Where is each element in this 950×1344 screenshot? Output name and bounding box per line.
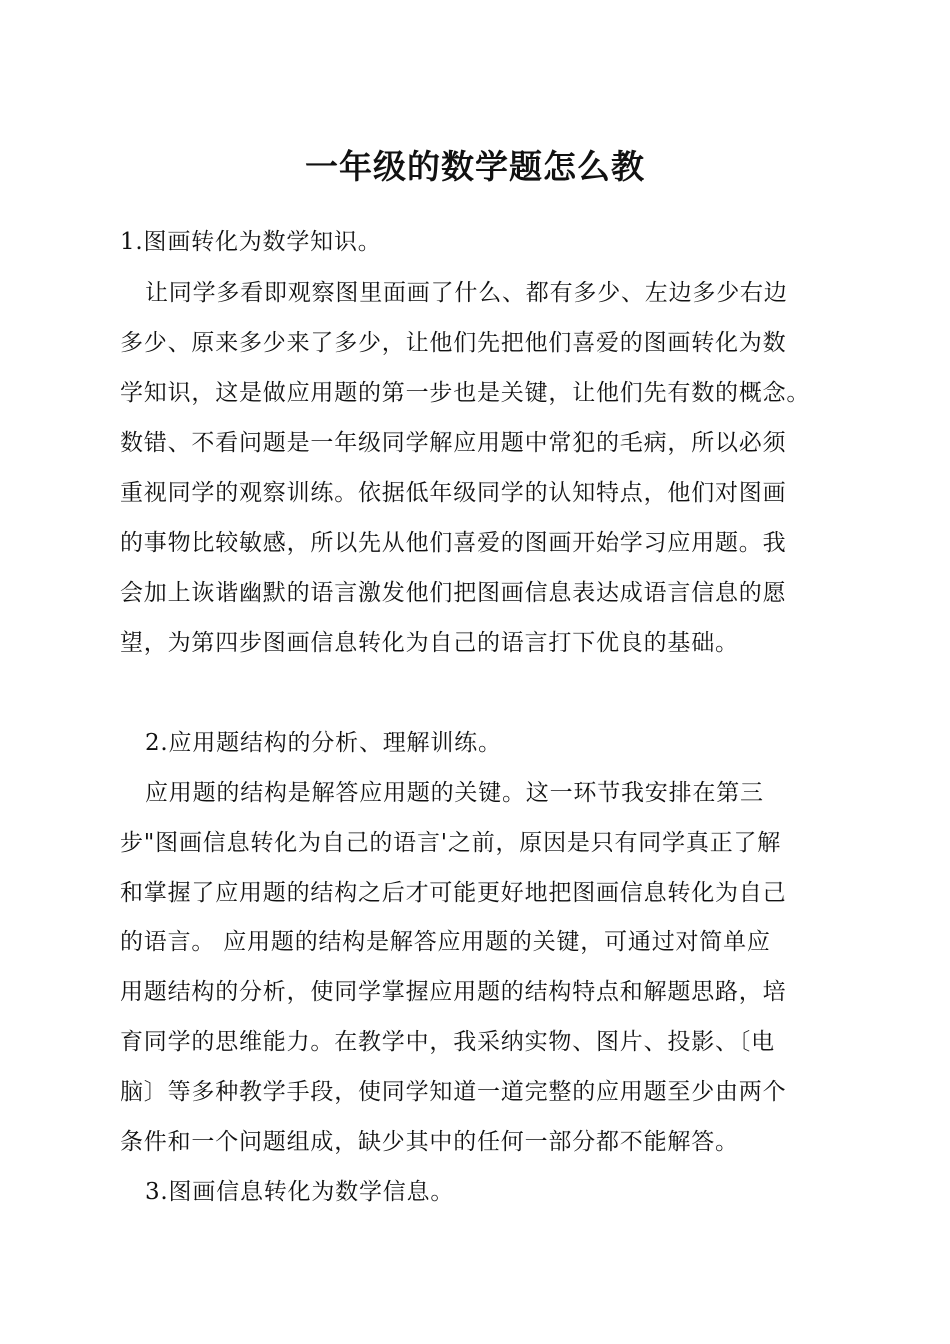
paragraph-line: 重视同学的观察训练。依据低年级同学的认知特点，他们对图画 [120, 480, 787, 506]
paragraph-line: 脑〕等多种教学手段，使同学知道一道完整的应用题至少由两个 [120, 1079, 787, 1105]
paragraph-line: 和掌握了应用题的结构之后才可能更好地把图画信息转化为自己 [120, 880, 787, 906]
paragraph-line: 步"图画信息转化为自己的语言'之前，原因是只有同学真正了解 [120, 830, 782, 856]
paragraph-line: 育同学的思维能力。在教学中，我采纳实物、图片、投影、〔电 [120, 1029, 775, 1055]
paragraph-line: 多少、原来多少来了多少，让他们先把他们喜爱的图画转化为数 [120, 330, 787, 356]
paragraph-line: 让同学多看即观察图里面画了什么、都有多少、左边多少右边 [145, 280, 788, 306]
section-heading-3: 3.图画信息转化为数学信息。 [145, 1179, 455, 1205]
paragraph-line: 数错、不看问题是一年级同学解应用题中常犯的毛病，所以必须 [120, 430, 787, 456]
page-title: 一年级的数学题怎么教 [305, 147, 645, 186]
section-heading-2: 2.应用题结构的分析、理解训练。 [145, 730, 502, 756]
paragraph-line: 的事物比较敏感，所以先从他们喜爱的图画开始学习应用题。我 [120, 530, 787, 556]
paragraph-line: 用题结构的分析，使同学掌握应用题的结构特点和解题思路，培 [120, 979, 787, 1005]
paragraph-line: 应用题的结构是解答应用题的关键。这一环节我安排在第三 [145, 780, 764, 806]
paragraph-line: 的语言。 应用题的结构是解答应用题的关键，可通过对简单应 [120, 929, 771, 955]
section-heading-1: 1.图画转化为数学知识。 [120, 229, 382, 255]
paragraph-line: 会加上诙谐幽默的语言激发他们把图画信息表达成语言信息的愿 [120, 580, 787, 606]
paragraph-line: 望，为第四步图画信息转化为自己的语言打下优良的基础。 [120, 630, 739, 656]
paragraph-line: 学知识，这是做应用题的第一步也是关键，让他们先有数的概念。 [120, 380, 811, 406]
paragraph-line: 条件和一个问题组成，缺少其中的任何一部分都不能解答。 [120, 1129, 739, 1155]
